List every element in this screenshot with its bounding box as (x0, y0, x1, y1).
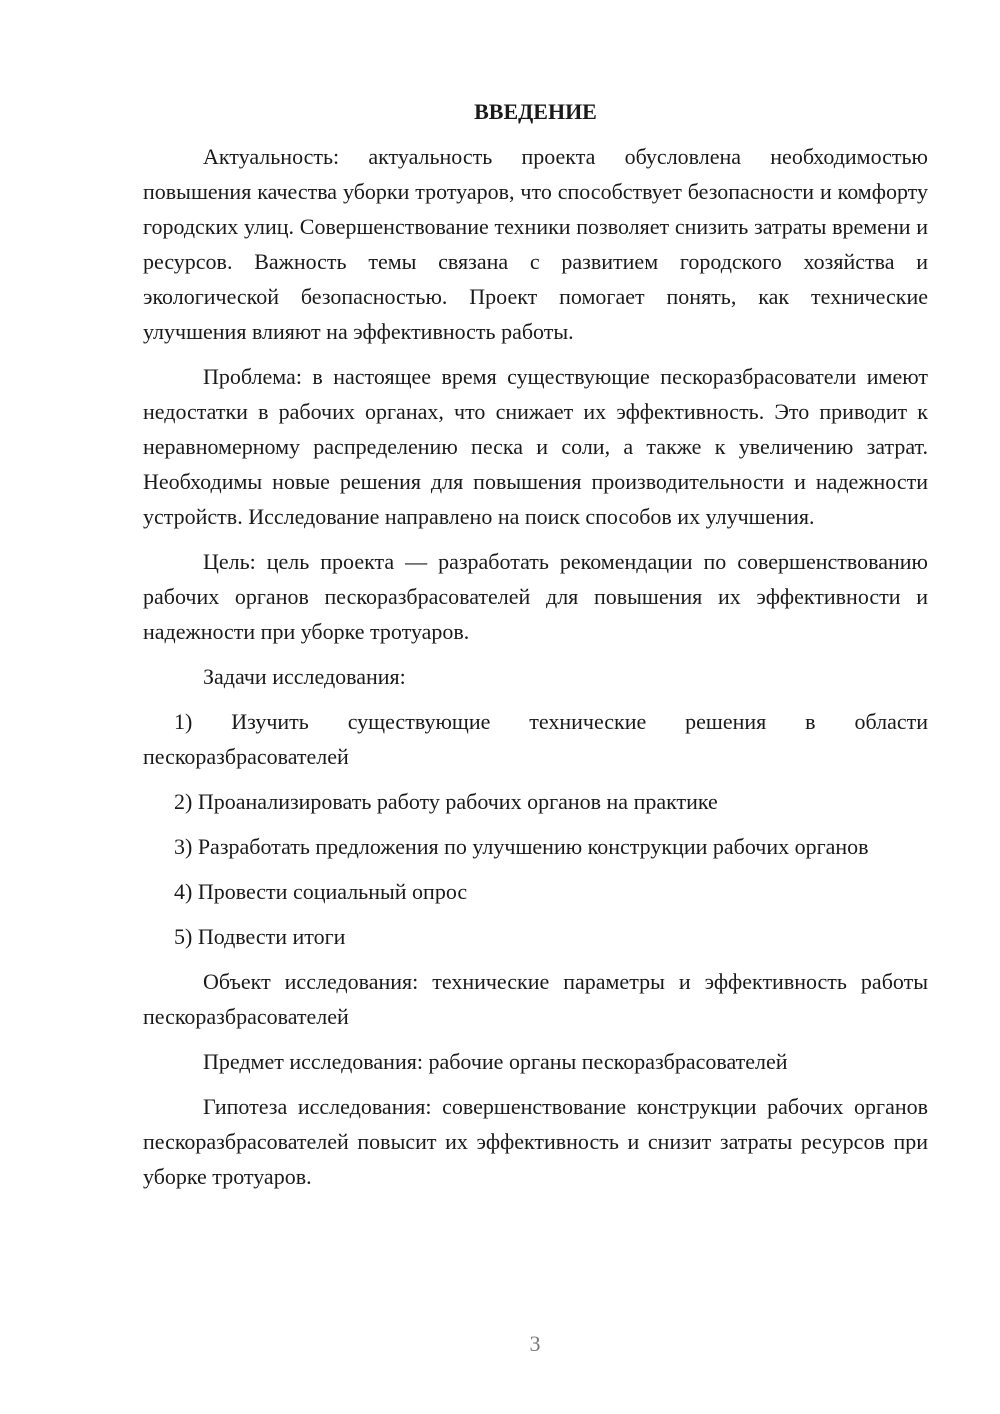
page-number: 3 (529, 1331, 541, 1356)
task-item-4: 4) Провести социальный опрос (174, 879, 468, 904)
task-item-5: 5) Подвести итоги (174, 924, 346, 949)
object-paragraph: Объект исследования: технические параметры и эффективность работы пескоразбрасователей (143, 969, 928, 1029)
document-body (143, 94, 928, 1204)
goal-paragraph: Цель: цель проекта — разработать рекомендации по совершенствованию рабочих органов пескоразбрасователей для повышения их эффективности и надежности при уборке тротуаров. (143, 549, 928, 644)
subject-paragraph: Предмет исследования: рабочие органы пескоразбрасователей (203, 1049, 788, 1074)
task-item-2: 2) Проанализировать работу рабочих органов на практике (174, 789, 718, 814)
tasks-title: Задачи исследования: (203, 664, 406, 689)
hypothesis-paragraph: Гипотеза исследования: совершенствование конструкции рабочих органов пескоразбрасователей повысит их эффективность и снизит затраты ресурсов при уборке тротуаров. (143, 1094, 928, 1189)
task-item-1: 1) Изучить существующие технические решения в области пескоразбрасователей (143, 709, 928, 769)
section-heading: ВВЕДЕНИЕ (474, 99, 597, 124)
task-item-3: 3) Разработать предложения по улучшению конструкции рабочих органов (174, 834, 869, 859)
relevance-paragraph: Актуальность: актуальность проекта обусловлена необходимостью повышения качества уборки тротуаров, что способствует безопасности и комфорту городских улиц. Совершенствование техники позволяет снизить затраты времени и ресурсов. Важность темы связана с развитием городского хозяйства и экологической безопасностью. Проект помогает понять, как технические улучшения влияют на эффективность работы. (143, 144, 928, 344)
problem-paragraph: Проблема: в настоящее время существующие пескоразбрасователи имеют недостатки в рабочих органах, что снижает их эффективность. Это приводит к неравномерному распределению песка и соли, а также к увеличению затрат. Необходимы новые решения для повышения производительности и надежности устройств. Исследование направлено на поиск способов их улучшения. (143, 364, 928, 529)
